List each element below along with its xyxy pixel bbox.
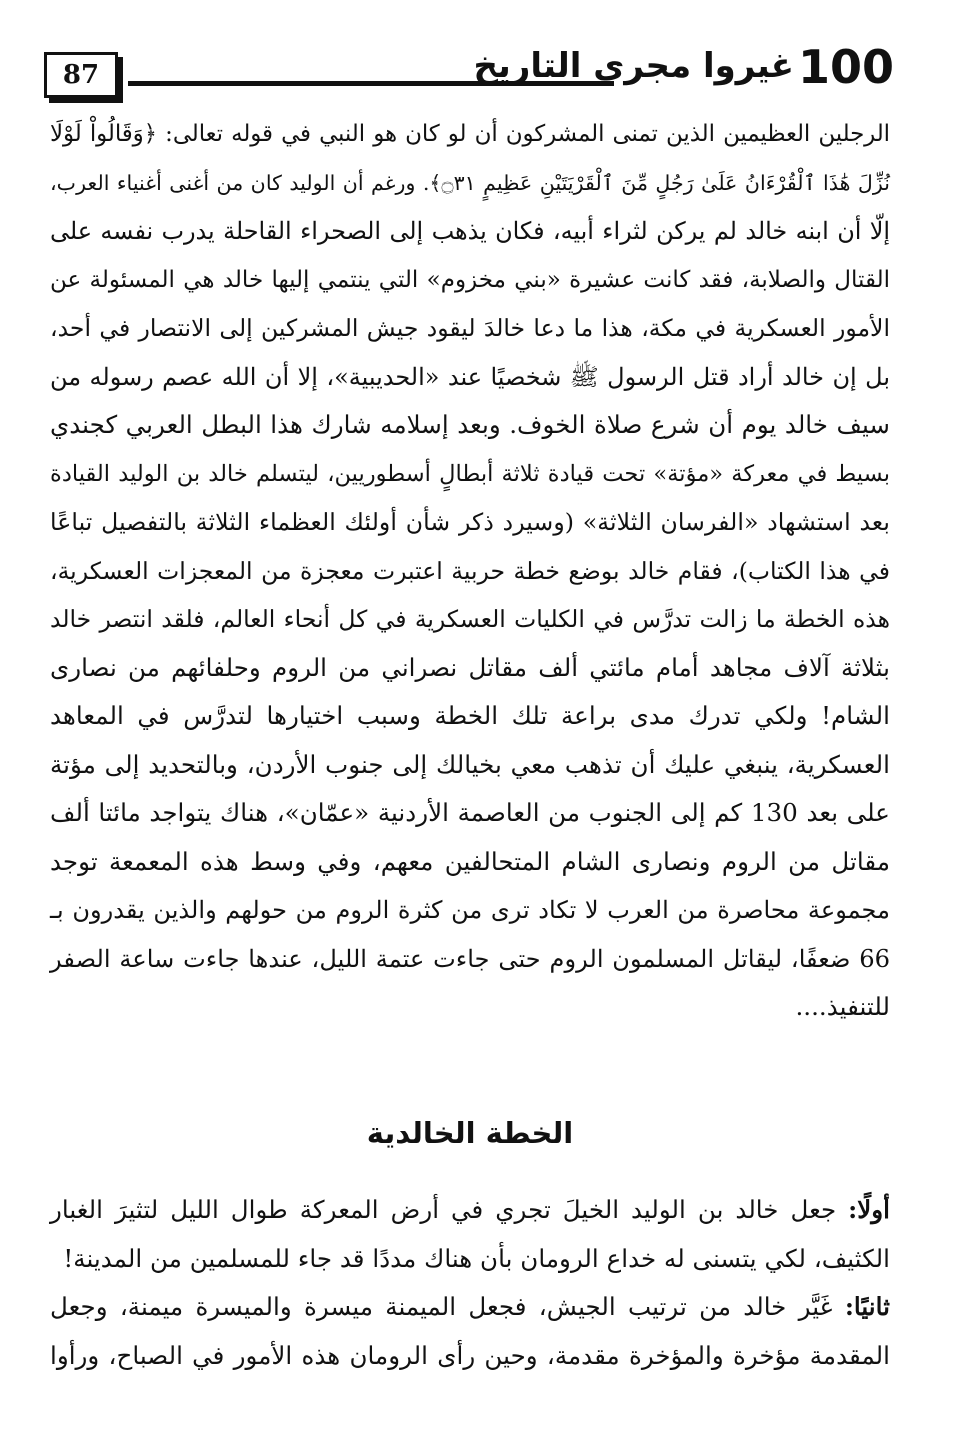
running-header <box>44 40 894 102</box>
text-line: الرجلين العظيمين الذين تمنى المشركون أن لو كان هو النبي في قوله تعالى: ﴿وَقَالُواْ لَوْلَا <box>50 121 890 147</box>
text-line: بعد استشهاد «الفرسان الثلاثة» (وسيرد ذكر شأن أولئك العظماء الثلاثة بالتفصيل تباعًا <box>50 508 890 536</box>
line-text: الكثيف، لكي يتسنى له خداع الرومان بأن هناك مددًا قد جاء للمسلمين من المدينة! <box>63 1243 890 1273</box>
list-marker: ثانيًا: <box>844 1292 890 1321</box>
body-paragraph <box>50 110 890 1032</box>
text-line <box>50 1283 890 1332</box>
text-line: العسكرية، ينبغي عليك أن تذهب معي بخيالك إلى جنوب الأردن، وبالتحديد إلى مؤتة <box>50 749 890 779</box>
text-line: بسيط في معركة «مؤتة» تحت قيادة ثلاثة أبطالٍ أسطوريين، ليتسلم خالد بن الوليد القيادة <box>50 460 890 487</box>
text-line: القتال والصلابة، فقد كانت عشيرة «بني مخزوم» التي ينتمي إليها خالد هي المسئولة عن <box>50 266 890 293</box>
text-line: مقاتل من الروم ونصارى الشام المتحالفين معهم، وفي وسط هذه المعمعة توجد <box>50 846 890 876</box>
text-line: الأمور العسكرية في مكة، هذا ما دعا خالدَ ليقود جيش المشركين إلى الانتصار في أحد، <box>50 314 890 342</box>
text-line: إلّا أن ابنه خالد لم يركن لثراء أبيه، فكان يذهب إلى الصحراء القاحلة يدرب نفسه على <box>50 217 890 245</box>
text-line: بثلاثة آلاف مجاهد أمام مائتي ألف مقاتل نصراني من الروم وحلفائهم من نصارى <box>50 652 890 682</box>
text-line <box>50 1332 890 1381</box>
list-marker: أولًا: <box>848 1195 890 1224</box>
text-line: سيف خالد يوم أن شرع صلاة الخوف. وبعد إسلامه شارك هذا البطل العربي كجندي <box>50 410 890 439</box>
series-number: 100 <box>797 40 894 94</box>
text-line: هذه الخطة ما زالت تدرَّس في الكليات العسكرية في كل أنحاء العالم، فلقد انتصر خالد <box>50 605 890 633</box>
book-title: غيروا مجرى التاريخ <box>473 46 794 86</box>
text-line: الشام! ولكي تدرك مدى براعة تلك الخطة وسبب اختيارها لتدرَّس في المعاهد <box>50 701 890 730</box>
section-paragraph <box>50 1186 890 1380</box>
text-line: بل إن خالد أراد قتل الرسول ﷺ شخصيًا عند «الحديبية»، إلا أن الله عصم رسوله من <box>50 362 890 391</box>
text-line: للتنفيذ.... <box>795 992 890 1021</box>
line-text: غَيَّر خالد من ترتيب الجيش، فجعل الميمنة ميسرة والميسرة ميمنة، وجعل <box>50 1292 845 1321</box>
text-line: نُزِّلَ هَٰذَا ٱلْقُرْءَانُ عَلَىٰ رَجُلٍ مِّنَ ٱلْقَرْيَتَيْنِ عَظِيمٍ ۝٣١﴾. ورغم أن الوليد كان من أغنى أغنياء العرب، <box>50 170 890 195</box>
text-line: مجموعة محاصرة من العرب لا تكاد ترى من كثرة الروم من حولهم والذين يقدرون بـ <box>50 896 890 924</box>
section-heading: الخطة الخالدية <box>366 1116 574 1150</box>
text-line <box>50 1186 890 1235</box>
text-line: في هذا الكتاب)، فقام خالد بوضع خطة حربية اعتبرت معجزة من المعجزات العسكرية، <box>50 556 890 585</box>
line-text: المقدمة مؤخرة والمؤخرة مقدمة، وحين رأى الرومان هذه الأمور في الصباح، ورأوا <box>50 1340 890 1370</box>
text-line: 66 ضعفًا، ليقاتل المسلمون الروم حتى جاءت عتمة الليل، عندها جاءت ساعة الصفر <box>50 944 890 973</box>
text-line: على بعد 130 كم إلى الجنوب من العاصمة الأردنية «عمّان»، هناك يتواجد مائتا ألف <box>50 798 890 827</box>
page-number: 87 <box>44 52 118 98</box>
line-text: جعل خالد بن الوليد الخيلَ تجري في أرض المعركة طوال الليل لتثيرَ الغبار <box>50 1195 849 1224</box>
text-line <box>50 1235 890 1284</box>
